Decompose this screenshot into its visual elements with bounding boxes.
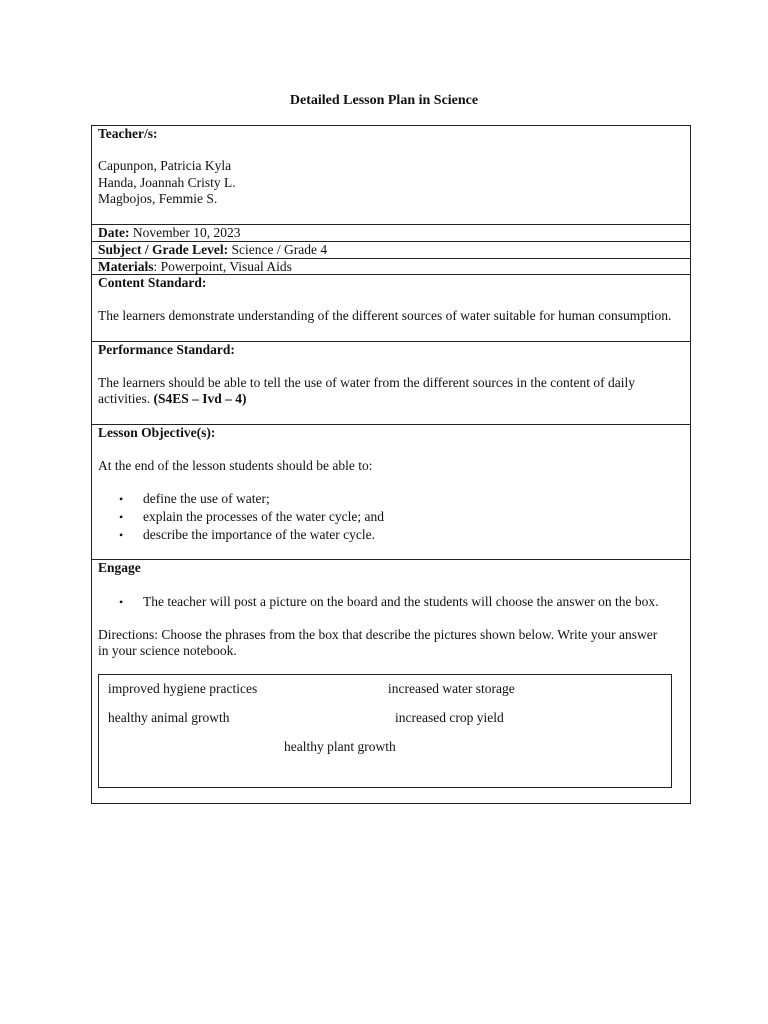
- subject-row: [92, 242, 690, 259]
- teacher-name: Magbojos, Femmie S.: [98, 191, 218, 206]
- performance-standard-row: [92, 342, 690, 425]
- date-value: November 10, 2023: [129, 225, 241, 240]
- objective-text: describe the importance of the water cycle.: [143, 527, 376, 542]
- document-title: Detailed Lesson Plan in Science: [289, 93, 479, 108]
- engage-bullet-text: The teacher will post a picture on the board and the students will choose the answer on the box.: [143, 594, 659, 609]
- phrase-option: healthy plant growth: [284, 739, 396, 754]
- performance-standard-label: Performance Standard:: [98, 342, 235, 357]
- directions-text: Directions: Choose the phrases from the box that describe the pictures shown below. Write your answer: [98, 627, 658, 642]
- content-standard-label: Content Standard:: [98, 275, 207, 290]
- bullet-icon: •: [119, 595, 124, 609]
- performance-standard-text: The learners should be able to tell the use of water from the different sources in the content of daily: [98, 375, 635, 390]
- phrase-option: healthy animal growth: [108, 710, 230, 725]
- phrase-option: increased water storage: [388, 681, 515, 696]
- performance-standard-text-cont: activities.: [98, 391, 154, 406]
- teachers-row: [92, 126, 690, 225]
- teacher-name: Capunpon, Patricia Kyla: [98, 158, 232, 173]
- competency-code: (S4ES – Ivd – 4): [153, 391, 247, 406]
- bullet-icon: •: [119, 528, 124, 542]
- objective-text: explain the processes of the water cycle; and: [143, 509, 385, 524]
- objective-text: define the use of water;: [143, 491, 270, 506]
- directions-text-cont: in your science notebook.: [98, 643, 237, 658]
- materials-value: : Powerpoint, Visual Aids: [153, 259, 292, 274]
- engage-label: Engage: [98, 560, 141, 575]
- lesson-plan-table: [91, 125, 691, 804]
- phrase-option: improved hygiene practices: [108, 681, 258, 696]
- teacher-name: Handa, Joannah Cristy L.: [98, 175, 236, 190]
- teachers-label: Teacher/s:: [98, 126, 158, 141]
- date-row: [92, 225, 690, 242]
- content-standard-row: [92, 275, 690, 342]
- bullet-icon: •: [119, 510, 124, 524]
- phrase-box: [98, 674, 672, 788]
- bullet-icon: •: [119, 492, 124, 506]
- phrase-option: increased crop yield: [395, 710, 504, 725]
- objectives-label: Lesson Objective(s):: [98, 425, 216, 440]
- objectives-intro: At the end of the lesson students should be able to:: [98, 458, 373, 473]
- objectives-row: [92, 425, 690, 560]
- materials-row: [92, 259, 690, 275]
- materials-label: Materials: [98, 259, 154, 274]
- subject-value: Science / Grade 4: [228, 242, 328, 257]
- content-standard-text: The learners demonstrate understanding of the different sources of water suitable for human consumption.: [98, 308, 672, 323]
- subject-label: Subject / Grade Level:: [98, 242, 229, 257]
- date-label: Date:: [98, 225, 130, 240]
